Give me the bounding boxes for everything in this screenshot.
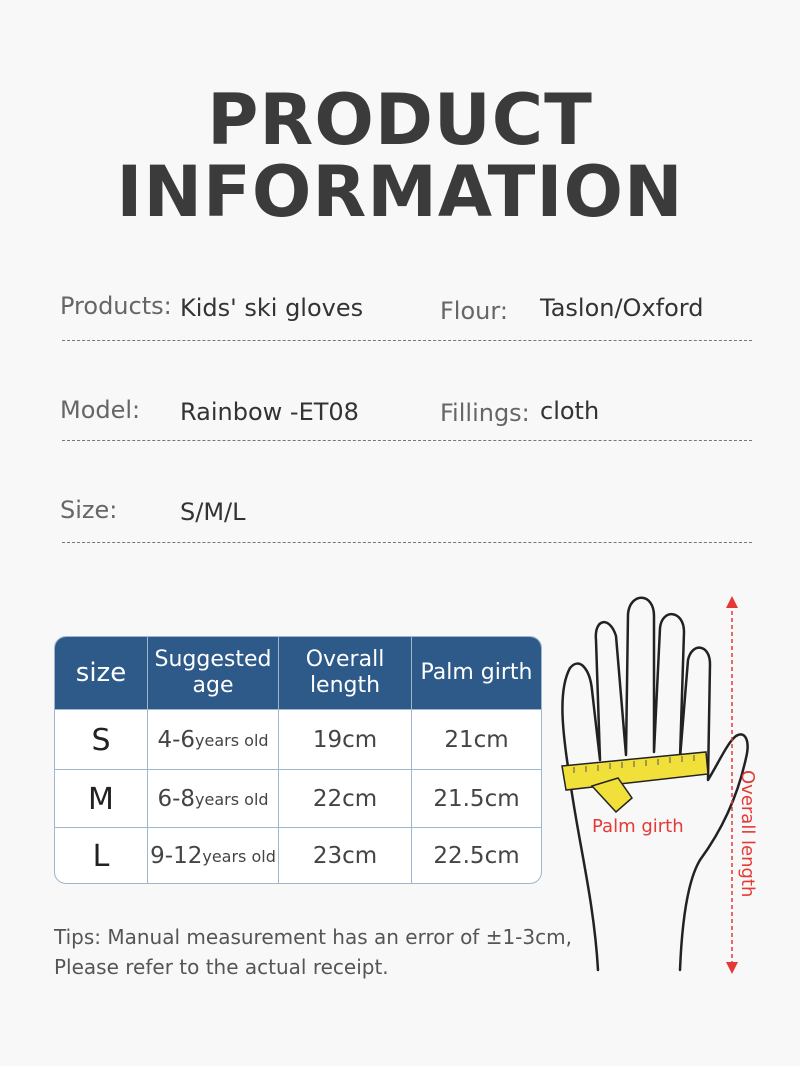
- cell-size: M: [55, 770, 148, 828]
- title-line-2: INFORMATION: [116, 151, 684, 233]
- age-number: 6-8: [157, 786, 196, 812]
- model-value: Rainbow -ET08: [180, 398, 359, 426]
- size-label: Size:: [60, 496, 118, 524]
- flour-label: Flour:: [440, 297, 508, 325]
- length-arrow-icon: [726, 596, 738, 974]
- cell-age: [148, 828, 279, 884]
- cell-age: [148, 710, 279, 770]
- size-table: [54, 636, 542, 884]
- cell-girth: 21cm: [444, 727, 509, 753]
- cell-girth: 21.5cm: [433, 786, 520, 812]
- cell-size: S: [55, 710, 148, 770]
- title-line-1: PRODUCT: [207, 79, 593, 161]
- header-overall-length: Overall length: [279, 637, 412, 709]
- info-row-model: [60, 394, 752, 434]
- palm-girth-label: Palm girth: [592, 816, 684, 837]
- cell-length: 19cm: [279, 710, 412, 770]
- products-label: Products:: [60, 292, 172, 320]
- age-unit: years old: [195, 789, 269, 809]
- size-value: S/M/L: [180, 498, 246, 526]
- table-header: [55, 637, 541, 709]
- table-row: [55, 769, 541, 828]
- products-value: Kids' ski gloves: [180, 294, 364, 322]
- hand-measurement-diagram: [550, 580, 800, 1000]
- table-row: [55, 827, 541, 884]
- info-row-products: [60, 292, 752, 332]
- overall-length-label: Overall length: [737, 770, 758, 898]
- cell-length: 23cm: [279, 828, 412, 884]
- age-number: 9-12: [150, 843, 203, 869]
- cell-size: L: [55, 828, 148, 884]
- table-row: [55, 709, 541, 770]
- fillings-value: cloth: [540, 397, 600, 425]
- cell-length: 22cm: [279, 770, 412, 828]
- measuring-tape-icon: [562, 752, 708, 812]
- flour-value: Taslon/Oxford: [540, 294, 704, 322]
- age-number: 4-6: [157, 727, 196, 753]
- divider: [62, 440, 752, 441]
- model-label: Model:: [60, 396, 141, 424]
- tips-line-1: Tips: Manual measurement has an error of ±1-3cm,: [54, 925, 572, 949]
- fillings-label: Fillings:: [440, 399, 530, 427]
- divider: [62, 542, 752, 543]
- info-row-size: [60, 494, 752, 534]
- header-size: size: [55, 637, 148, 709]
- age-unit: years old: [202, 846, 276, 866]
- age-unit: years old: [195, 730, 269, 750]
- header-palm-girth: Palm girth: [420, 660, 533, 685]
- cell-girth: 22.5cm: [433, 843, 520, 869]
- header-suggested-age: Suggested age: [148, 637, 279, 709]
- divider: [62, 340, 752, 341]
- tips-line-2: Please refer to the actual receipt.: [54, 955, 389, 979]
- cell-age: [148, 770, 279, 828]
